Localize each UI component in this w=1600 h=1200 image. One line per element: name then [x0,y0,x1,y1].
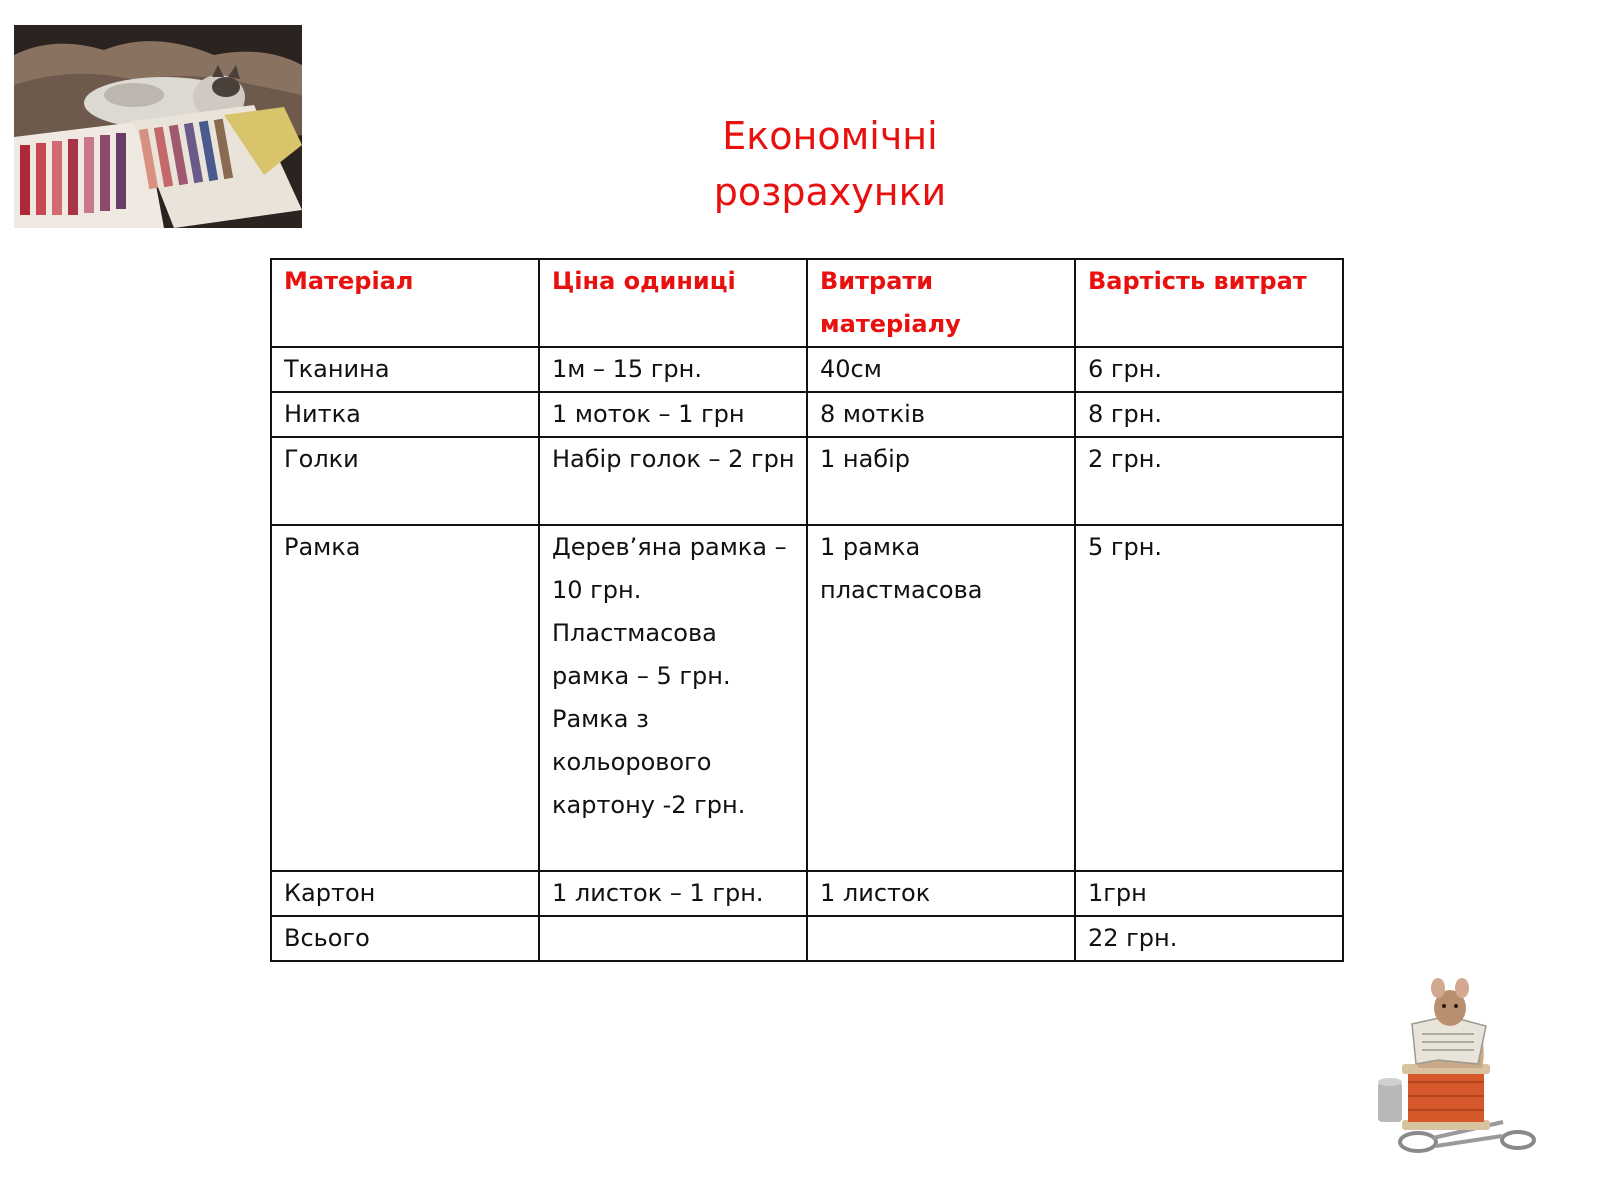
cell-total-cost: 22 грн. [1075,916,1343,961]
cell-material: Рамка [271,525,539,871]
table-total-row [271,916,1343,961]
header-material: Матеріал [271,259,539,347]
mouse-spool-illustration [1378,972,1550,1172]
cell-material: Тканина [271,347,539,392]
header-unit-price: Ціна одиниці [539,259,807,347]
cell-usage: 1 рамка пластмасова [807,525,1075,871]
materials-table-container [270,258,1344,962]
cell-material: Нитка [271,392,539,437]
table-row [271,347,1343,392]
cell-unit-price: 1м – 15 грн. [539,347,807,392]
cell-cost: 6 грн. [1075,347,1343,392]
header-cost: Вартість витрат [1075,259,1343,347]
cell-usage: 1 листок [807,871,1075,916]
table-row [271,871,1343,916]
cell-usage: 1 набір [807,437,1075,525]
table-header-row [271,259,1343,347]
table-row [271,525,1343,871]
materials-cost-table [270,258,1344,962]
cell-empty [807,916,1075,961]
cell-unit-price: Дерев’яна рамка –10 грн. Пластмасова рамка – 5 грн. Рамка з кольорового картону -2 грн. [539,525,807,871]
cell-unit-price: 1 моток – 1 грн [539,392,807,437]
page-title [540,108,1120,220]
cell-cost: 2 грн. [1075,437,1343,525]
cell-material: Голки [271,437,539,525]
cell-total-label: Всього [271,916,539,961]
cell-material: Картон [271,871,539,916]
cat-threads-photo [14,25,302,228]
cell-empty [539,916,807,961]
table-row [271,392,1343,437]
cell-cost: 5 грн. [1075,525,1343,871]
title-line-2: розрахунки [713,170,947,214]
cell-cost: 1грн [1075,871,1343,916]
title-line-1: Економічні [722,114,938,158]
table-row [271,437,1343,525]
cell-unit-price: Набір голок – 2 грн [539,437,807,525]
cell-usage: 40см [807,347,1075,392]
cell-usage: 8 мотків [807,392,1075,437]
cell-cost: 8 грн. [1075,392,1343,437]
cell-unit-price: 1 листок – 1 грн. [539,871,807,916]
header-material-usage: Витрати матеріалу [807,259,1075,347]
